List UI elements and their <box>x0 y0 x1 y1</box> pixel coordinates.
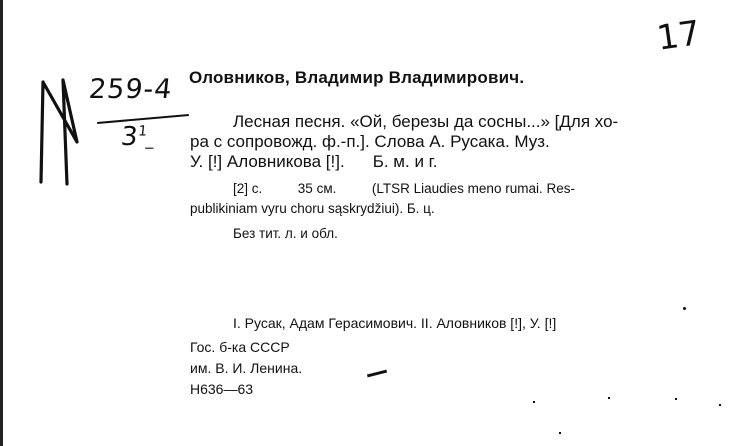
card-number: Н636—63 <box>190 381 254 397</box>
series-note-start: (LTSR Liaudies meno rumai. Res- <box>371 181 575 196</box>
physical-description <box>233 179 723 198</box>
speck <box>683 307 686 310</box>
handwritten-shelf-letter <box>37 72 89 190</box>
speck <box>559 432 561 434</box>
speck <box>533 401 535 403</box>
speck <box>719 404 721 406</box>
author-heading: Оловников, Владимир Владимирович. <box>189 68 525 87</box>
library-name-cont: им. В. И. Ленина. <box>190 360 303 376</box>
handwritten-page-number: 17 <box>654 13 703 59</box>
no-title-note: Без тит. л. и обл. <box>233 226 338 241</box>
shelf-mark-top: 259-4 <box>87 74 175 105</box>
page-count: [2] с. <box>233 181 263 196</box>
speck <box>608 397 610 399</box>
ink-mark <box>367 370 387 378</box>
title-statement <box>190 112 721 172</box>
series-note-end: publikiniam vyru choru sąskrydžiui). Б. ц. <box>190 201 435 216</box>
library-name: Гос. б-ка СССР <box>190 339 290 355</box>
shelf-mark-bottom: $3^1\_$ <box>119 122 156 152</box>
title-line-2: ра с сопровожд. ф.-п.]. Слова А. Русака. Муз. <box>190 132 550 151</box>
title-line-1: Лесная песня. «Ой, березы да сосны...» [Для хо- <box>233 112 619 131</box>
tracing-line: I. Русак, Адам Герасимович. II. Аловников [!], У. [!] <box>233 315 557 331</box>
speck <box>675 398 677 400</box>
title-line-3: У. [!] Аловникова [!]. Б. м. и г. <box>190 152 438 171</box>
size: 35 см. <box>297 181 337 196</box>
library-stamp <box>190 337 302 400</box>
